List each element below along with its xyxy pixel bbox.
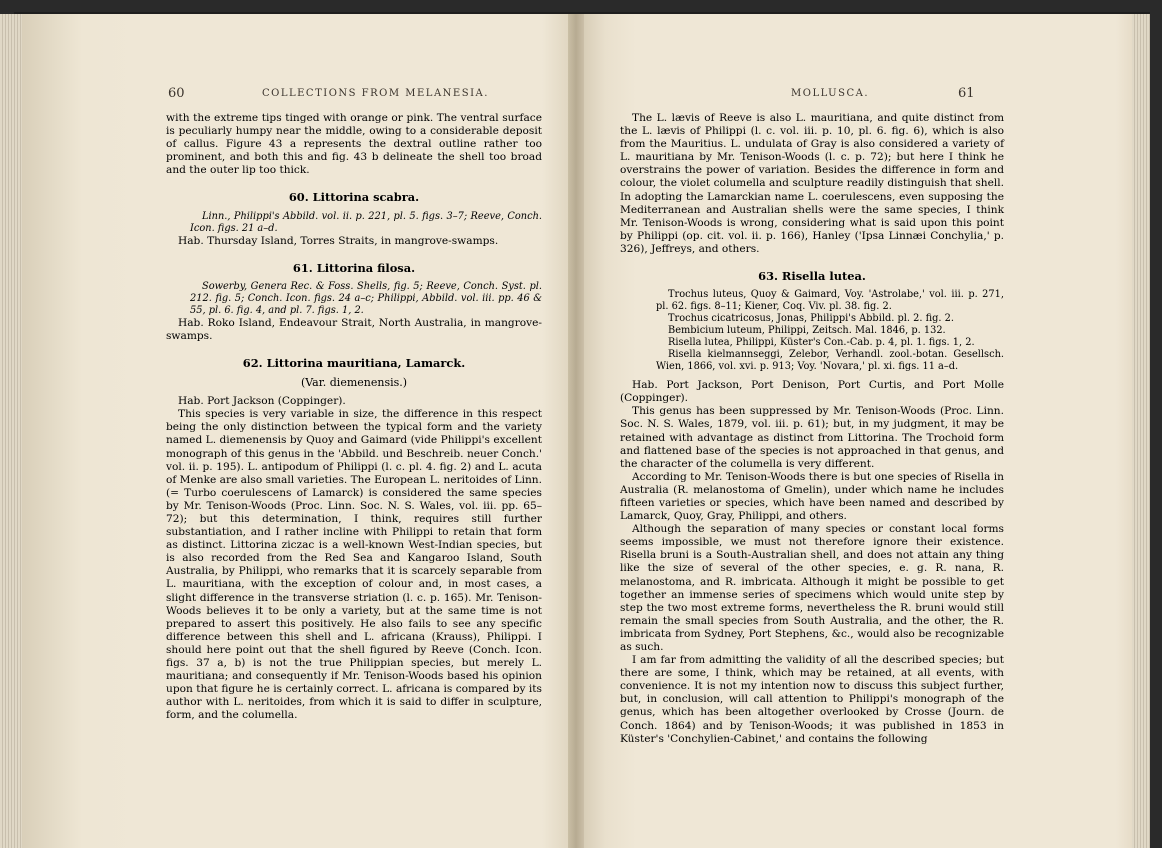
- habitat: Hab. Thursday Island, Torres Straits, in mangrove-swamps.: [178, 234, 499, 247]
- paragraph: According to Mr. Tenison-Woods there is but one species of Risella in Australia (R. melanostoma of Gmelin), under which name he includes fifteen varieties or species, which have been named and described by Lamarck, Quoy, Gray, Philippi, and others.: [620, 470, 1004, 523]
- section-heading: 60. Littorina scabra.: [288, 190, 420, 205]
- habitat: Hab. Port Jackson (Coppinger).: [178, 395, 346, 408]
- reference: Risella lutea, Philippi, Küster's Con.-Cab. p. 4, pl. 1. figs. 1, 2.: [668, 337, 975, 349]
- section-heading: 63. Risella lutea.: [758, 269, 866, 284]
- reference-list: [620, 289, 1004, 373]
- book-gutter: [568, 14, 584, 848]
- reference: Bembicium luteum, Philippi, Zeitsch. Mal. 1846, p. 132.: [668, 325, 946, 337]
- left-running-head: COLLECTIONS FROM MELANESIA.: [262, 88, 489, 99]
- habitat: Hab. Port Jackson, Port Denison, Port Curtis, and Port Molle (Coppinger).: [620, 379, 1004, 405]
- left-page-number: 60: [168, 86, 185, 101]
- paragraph: This species is very variable in size, the difference in this respect being the only distinction between the typical form and the variety named L. diemenensis by Quoy and Gaimard (vide Philippi's excellent monograph of this genus in the 'Abbild. und Beschreib. neuer Conch.' vol. ii. p. 195). L. antipodum of Philippi (l. c. pl. 4. fig. 2) and L. acuta of Menke are also small varieties. The European L. neritoides of Linn. (= Turbo coerulescens of Lamarck) is considered the same species by Mr. Tenison-Woods (Proc. Linn. Soc. N. S. Wales, vol. iii. pp. 65–72); but this determination, I think, requires still further substantiation, and I rather incline with Philippi to retain that form as distinct. Littorina ziczac is a well-known West-Indian species, but is also recorded from the Red Sea and Kangaroo Island, South Australia, by Philippi, who remarks that it is scarcely separable from L. mauritiana, with the exception of colour and, in most cases, a slight difference in the transverse striation (l. c. p. 165). Mr. Tenison-Woods believes it to be only a variety, but at the same time is not prepared to assert this positively. He also fails to see any specific difference between this shell and L. africana (Krauss), Philippi. I should here point out that the shell figured by Reeve (Conch. Icon. figs. 37 a, b) is not the true Philippian species, but merely L. mauritiana; and consequently if Mr. Tenison-Woods based his opinion upon that figure he is certainly correct. L. africana is compared by its author with L. neritoides, from which it is said to differ in sculpture, form, and the columella.: [166, 408, 542, 722]
- paragraph: Although the separation of many species or constant local forms seems impossible, we must not therefore ignore their existence. Risella bruni is a South-Australian shell, and does not attain any thing like the size of several of the other species, e. g. R. nana, R. melanostoma, and R. imbricata. Although it might be possible to get together an immense series of specimens which would unite step by step the two most extreme forms, nevertheless the R. bruni would still remain the small species from South Australia, and the other, the R. imbricata from Sydney, Port Stephens, &c., would also be recognizable as such.: [620, 523, 1004, 653]
- left-page-edges: [0, 14, 22, 848]
- right-running-head: MOLLUSCA.: [791, 88, 870, 99]
- paragraph: I am far from admitting the validity of all the described species; but there are some, I think, which may be retained, at all events, with convenience. It is not my intention now to discuss this subject further, but, in conclusion, will call attention to Philippi's monograph of the genus, which has been altogether overlooked by Crosse (Journ. de Conch. 1864) and by Tenison-Woods; it was published in 1853 in Küster's 'Conchylien-Cabinet,' and contains the following: [620, 654, 1004, 745]
- variety-heading: (Var. diemenensis.): [300, 376, 408, 390]
- right-page-number: 61: [958, 86, 975, 101]
- reference: Trochus cicatricosus, Jonas, Philippi's Abbild. pl. 2. fig. 2.: [668, 313, 954, 325]
- paragraph: This genus has been suppressed by Mr. Tenison-Woods (Proc. Linn. Soc. N. S. Wales, 1879, vol. iii. p. 61); but, in my judgment, it may be retained with advantage as distinct from Littorina. The Trochoid form and flattened base of the species is not approached in that genus, and the character of the columella is very different.: [620, 405, 1004, 470]
- paragraph: with the extreme tips tinged with orange or pink. The ventral surface is peculiarly humpy near the middle, owing to a considerable deposit of callus. Figure 43 a represents the dextral outline rather too prominent, and both this and fig. 43 b delineate the shell too broad and the outer lip too thick.: [166, 112, 542, 177]
- habitat: Hab. Roko Island, Endeavour Strait, North Australia, in mangrove-swamps.: [166, 316, 542, 342]
- reference: Sowerby, Genera Rec. & Foss. Shells, fig. 5; Reeve, Conch. Syst. pl. 212. fig. 5; Conch. Icon. figs. 24 a–c; Philippi, Abbild. vol. iii. pp. 46 & 55, pl. 6. fig. 4, and pl. 7. figs. 1, 2.: [190, 280, 542, 316]
- right-page-edges: [1132, 14, 1150, 848]
- paragraph: The L. lævis of Reeve is also L. mauritiana, and quite distinct from the L. lævis of Philippi (l. c. vol. iii. p. 10, pl. 6. fig. 6), which is also from the Mauritius. L. undulata of Gray is also considered a variety of L. mauritiana by Mr. Tenison-Woods (l. c. p. 72); but here I think he overstrains the power of variation. Besides the difference in form and colour, the violet columella and sculpture readily distinguish that shell. In adopting the Lamarckian name L. coerulescens, even supposing the Mediterranean and Australian shells were the same species, I think Mr. Tenison-Woods is wrong, considering what is said upon this point by Philippi (op. cit. vol. ii. p. 166), Hanley ('Ipsa Linnæi Conchylia,' p. 326), Jeffreys, and others.: [620, 112, 1004, 255]
- reference: Linn., Philippi's Abbild. vol. ii. p. 221, pl. 5. figs. 3–7; Reeve, Conch. Icon. figs. 21 a–d.: [190, 210, 542, 234]
- left-page-body: [166, 112, 542, 722]
- section-heading: 62. Littorina mauritiana, Lamarck.: [242, 355, 466, 370]
- reference: Trochus luteus, Quoy & Gaimard, Voy. 'Astrolabe,' vol. iii. p. 271, pl. 62. figs. 8–11; Kiener, Coq. Viv. pl. 38. fig. 2.: [656, 289, 1004, 313]
- section-heading: 61. Littorina filosa.: [292, 260, 416, 275]
- reference: Risella kielmannseggi, Zelebor, Verhandl. zool.-botan. Gesellsch. Wien, 1866, vol. xvi. p. 913; Voy. 'Novara,' pl. xi. figs. 11 a–d.: [656, 349, 1004, 373]
- right-page-body: [620, 112, 1004, 746]
